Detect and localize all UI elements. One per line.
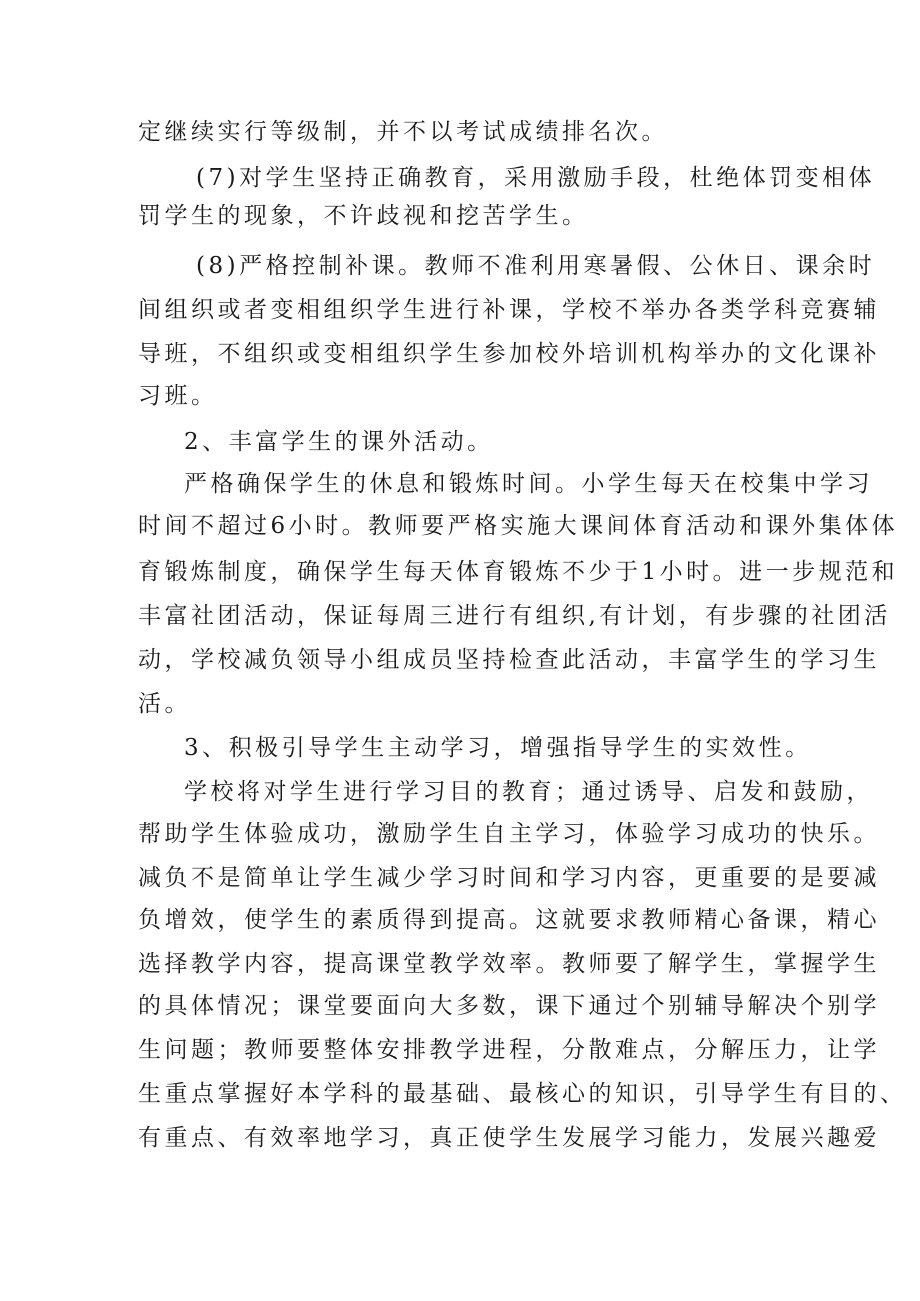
text-line: 严格确保学生的休息和锻炼时间。小学生每天在校集中学习 [184,471,873,497]
text-line: 罚学生的现象，不许歧视和挖苦学生。 [138,203,589,229]
section-heading: 3、积极引导学生主动学习，增强指导学生的实效性。 [184,735,812,761]
text-line: 间组织或者变相组织学生进行补课，学校不举办各类学科竞赛辅 [138,297,880,323]
text-line: 动，学校减负领导小组成员坚持检查此活动，丰富学生的学习生 [138,647,880,673]
text-line: 减负不是简单让学生减少学习时间和学习内容，更重要的是要减 [138,865,880,891]
text-line: 有重点、有效率地学习，真正使学生发展学习能力，发展兴趣爱 [138,1125,880,1151]
text-line: 活。 [138,691,191,717]
text-line: 导班，不组织或变相组织学生参加校外培训机构举办的文化课补 [138,341,880,367]
text-line: 负增效，使学生的素质得到提高。这就要求教师精心备课，精心 [138,907,880,933]
text-line: 帮助学生体验成功，激励学生自主学习，体验学习成功的快乐。 [138,821,880,847]
text-line: 定继续实行等级制，并不以考试成绩排名次。 [138,119,668,145]
text-line: (7)对学生坚持正确教育，采用激励手段，杜绝体罚变相体 [196,165,876,191]
text-line: 丰富社团活动，保证每周三进行有组织,有计划，有步骤的社团活 [138,603,891,629]
text-line: 生问题；教师要整体安排教学进程，分散难点，分解压力，让学 [138,1037,880,1063]
text-line: (8)严格控制补课。教师不准利用寒暑假、公休日、课余时 [196,253,876,279]
text-line: 习班。 [138,383,218,409]
text-line: 时间不超过6小时。教师要严格实施大课间体育活动和课外集体体 [138,513,899,539]
text-line: 学校将对学生进行学习目的教育；通过诱导、启发和鼓励， [184,779,873,805]
text-line: 育锻炼制度，确保学生每天体育锻炼不少于1小时。进一步规范和 [138,559,899,585]
text-line: 选择教学内容，提高课堂教学效率。教师要了解学生，掌握学生 [138,951,880,977]
section-heading: 2、丰富学生的课外活动。 [184,429,494,455]
text-line: 的具体情况；课堂要面向大多数，课下通过个别辅导解决个别学 [138,993,880,1019]
text-line: 生重点掌握好本学科的最基础、最核心的知识，引导学生有目的、 [138,1081,907,1107]
